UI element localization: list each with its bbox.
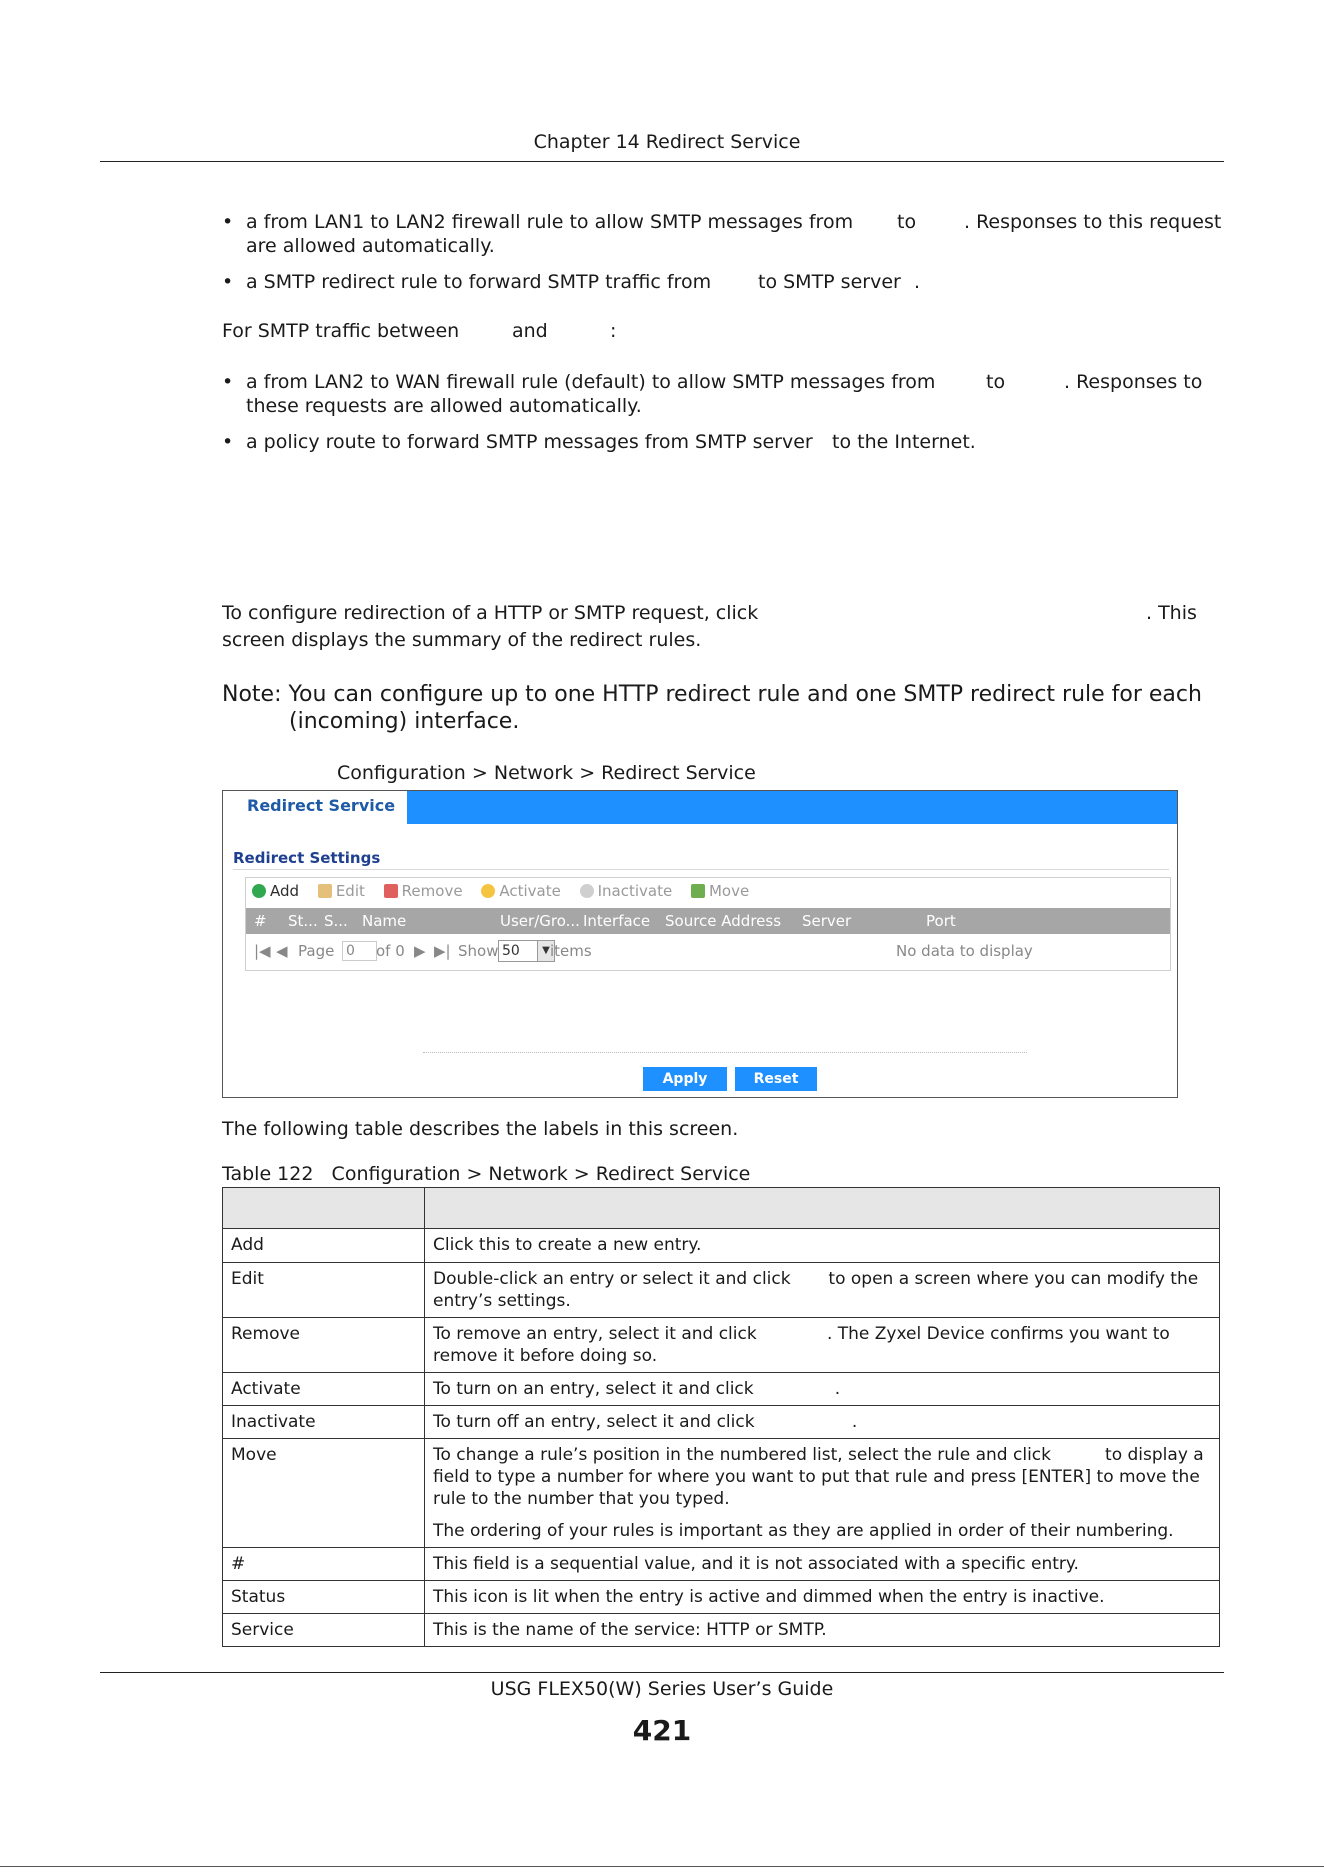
bullet-3-tail: . Responses to — [1064, 371, 1203, 393]
table-row — [223, 1548, 1220, 1581]
row-label: Inactivate — [223, 1406, 425, 1439]
table-row — [223, 1263, 1220, 1318]
col-interface[interactable]: Interface — [583, 912, 651, 930]
bullet-1-tail: . Responses to this request — [964, 211, 1222, 233]
row-label: Service — [223, 1614, 425, 1647]
toolbar — [252, 882, 763, 904]
last-page-icon[interactable]: ▶| — [434, 942, 451, 960]
col-user-group[interactable]: User/Gro... — [500, 912, 580, 930]
button-divider — [423, 1052, 1027, 1053]
bullet-2-tail: . — [914, 271, 921, 293]
bullet-1: • — [222, 211, 234, 233]
activate-button[interactable]: Activate — [481, 882, 560, 900]
table-header-row — [223, 1188, 1220, 1229]
config-para-tail: . This — [1146, 602, 1197, 624]
row-label: Status — [223, 1581, 425, 1614]
guide-title: USG FLEX50(W) Series User’s Guide — [490, 1678, 834, 1700]
show-label: Show — [458, 942, 499, 960]
row-label: Add — [223, 1229, 425, 1263]
header-rule — [100, 161, 1224, 162]
bullet-4: • — [222, 431, 234, 453]
table-row — [223, 1229, 1220, 1263]
empty-message: No data to display — [896, 942, 1033, 960]
redirect-service-screenshot — [222, 790, 1178, 1098]
smtp-between-and: and — [512, 320, 548, 342]
bullet-4-text: a policy route to forward SMTP messages from SMTP server — [246, 431, 813, 453]
row-desc: To change a rule’s position in the numbered list, select the rule and click to display a field to type a number for where you want to put that rule and press [ENTER] to move the rule to the number that you typed. The ordering of your rules is important as they are applied in order of their numbering. — [425, 1439, 1220, 1548]
chevron-down-icon: ▼ — [537, 941, 554, 961]
bullet-2-to: to SMTP server — [758, 271, 901, 293]
add-icon — [252, 884, 266, 898]
next-page-icon[interactable]: ▶ — [414, 942, 426, 960]
row-label: # — [223, 1548, 425, 1581]
first-page-icon[interactable]: |◀ — [254, 942, 271, 960]
table-row — [223, 1614, 1220, 1647]
table-intro: The following table describes the labels in this screen. — [222, 1118, 739, 1140]
pager: |◀ ◀ Page 0 of 0 ▶ ▶| Show 50 ▼ items No data to display — [246, 938, 1170, 964]
bullet-1-line2: are allowed automatically. — [246, 235, 495, 257]
inactivate-button[interactable]: Inactivate — [580, 882, 673, 900]
figure-caption: Configuration > Network > Redirect Service — [337, 762, 756, 784]
table-caption: Table 122 Configuration > Network > Redirect Service — [222, 1163, 751, 1185]
bullet-4-tail: to the Internet. — [832, 431, 976, 453]
bullet-3-line2: these requests are allowed automatically. — [246, 395, 642, 417]
row-label: Activate — [223, 1373, 425, 1406]
apply-button[interactable]: Apply — [643, 1067, 727, 1091]
footer-rule — [100, 1672, 1224, 1673]
config-para-line1: To configure redirection of a HTTP or SMTP request, click — [222, 602, 759, 624]
col-server[interactable]: Server — [802, 912, 852, 930]
row-desc: To remove an entry, select it and click . The Zyxel Device confirms you want to remove it before doing so. — [425, 1318, 1220, 1373]
row-desc: Click this to create a new entry. — [425, 1229, 1220, 1263]
smtp-between-pre: For SMTP traffic between — [222, 320, 460, 342]
col-service[interactable]: S... — [324, 912, 348, 930]
chapter-title: Chapter 14 Redirect Service — [533, 131, 801, 153]
row-desc: Double-click an entry or select it and click to open a screen where you can modify the entry’s settings. — [425, 1263, 1220, 1318]
bullet-3-to: to — [986, 371, 1006, 393]
table-row — [223, 1318, 1220, 1373]
table-header — [246, 908, 1170, 934]
bottom-edge-rule — [0, 1866, 1324, 1867]
remove-button[interactable]: Remove — [384, 882, 463, 900]
prev-page-icon[interactable]: ◀ — [276, 942, 288, 960]
row-desc: This is the name of the service: HTTP or SMTP. — [425, 1614, 1220, 1647]
bullet-1-to: to — [897, 211, 917, 233]
add-button[interactable]: Add — [252, 882, 299, 900]
bulb-on-icon — [481, 884, 495, 898]
col-number[interactable]: # — [254, 912, 267, 930]
col-port[interactable]: Port — [926, 912, 956, 930]
move-button[interactable]: Move — [691, 882, 749, 900]
row-desc: To turn on an entry, select it and click . — [425, 1373, 1220, 1406]
row-label: Edit — [223, 1263, 425, 1318]
tab-redirect-service[interactable]: Redirect Service — [223, 791, 407, 824]
description-table — [222, 1187, 1220, 1647]
table-row — [223, 1373, 1220, 1406]
row-desc: To turn off an entry, select it and click . — [425, 1406, 1220, 1439]
note-line1: Note: You can configure up to one HTTP redirect rule and one SMTP redirect rule for each — [222, 682, 1202, 707]
bullet-3-text: a from LAN2 to WAN firewall rule (default) to allow SMTP messages from — [246, 371, 936, 393]
section-title: Redirect Settings — [233, 849, 381, 867]
smtp-between-colon: : — [610, 320, 617, 342]
bulb-off-icon — [580, 884, 594, 898]
page-label: Page — [298, 942, 335, 960]
move-icon — [691, 884, 705, 898]
bullet-2: • — [222, 271, 234, 293]
row-label: Move — [223, 1439, 425, 1548]
row-desc: This field is a sequential value, and it is not associated with a specific entry. — [425, 1548, 1220, 1581]
bullet-3: • — [222, 371, 234, 393]
rules-table-panel — [245, 877, 1171, 971]
bullet-2-text: a SMTP redirect rule to forward SMTP traffic from — [246, 271, 712, 293]
col-source-address[interactable]: Source Address — [665, 912, 782, 930]
reset-button[interactable]: Reset — [735, 1067, 817, 1091]
note-line2: (incoming) interface. — [289, 709, 520, 734]
trash-icon — [384, 884, 398, 898]
table-row — [223, 1406, 1220, 1439]
row-label: Remove — [223, 1318, 425, 1373]
col-status[interactable]: St... — [288, 912, 318, 930]
page-number: 421 — [632, 1714, 692, 1747]
items-label: items — [550, 942, 592, 960]
section-divider — [233, 869, 1169, 870]
col-name[interactable]: Name — [362, 912, 407, 930]
config-para-line2: screen displays the summary of the redirect rules. — [222, 629, 702, 651]
row-desc: This icon is lit when the entry is active and dimmed when the entry is inactive. — [425, 1581, 1220, 1614]
edit-button[interactable]: Edit — [318, 882, 365, 900]
table-row — [223, 1439, 1220, 1548]
page-count: of 0 — [376, 942, 405, 960]
edit-icon — [318, 884, 332, 898]
bullet-1-text: a from LAN1 to LAN2 firewall rule to allow SMTP messages from — [246, 211, 854, 233]
table-row — [223, 1581, 1220, 1614]
